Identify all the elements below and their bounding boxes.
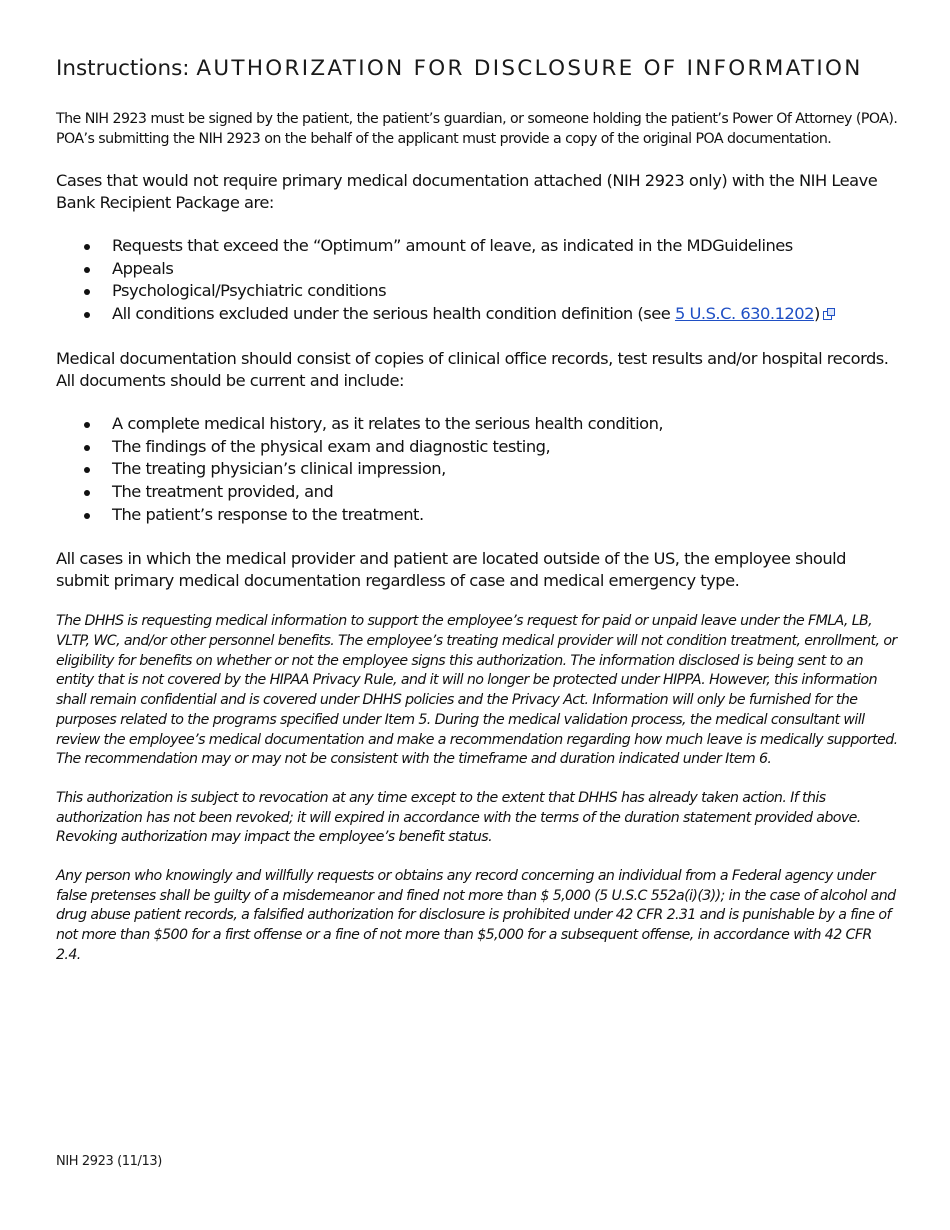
bullet-icon <box>84 289 90 295</box>
list-item <box>56 303 898 326</box>
external-link-icon[interactable] <box>823 308 835 320</box>
docs-list <box>56 413 898 527</box>
list-item <box>56 235 898 258</box>
bullet-icon <box>84 312 90 318</box>
list-item <box>56 258 898 281</box>
document-page <box>56 54 898 966</box>
list-item <box>56 481 898 504</box>
cases-list <box>56 235 898 326</box>
list-item-text-end: ) <box>814 304 820 324</box>
list-item-text: All conditions excluded under the serious health condition definition (see <box>112 304 675 324</box>
outside-us-paragraph: All cases in which the medical provider and patient are located outside of the US, the employee should submit primary medical documentation regardless of case and medical emergency type. <box>56 549 847 591</box>
list-item-text: Psychological/Psychiatric conditions <box>112 281 387 301</box>
cases-heading: Cases that would not require primary medical documentation attached (NIH 2923 only) with the NIH Leave Bank Recipient Package are: <box>56 171 878 212</box>
list-item-text: Requests that exceed the “Optimum” amount of leave, as indicated in the MDGuidelines <box>112 236 793 255</box>
disclaimer-paragraph-3: Any person who knowingly and willfully requests or obtains any record concerning an individual from a Federal agency under false pretenses shall be guilty of a misdemeanor and fined not more than $ 5,000 (5 U.S.C 552a(i)(3)); in the case of alcohol and drug abuse patient records, a falsified authorization for disclosure is prohibited under 42 CFR 2.31 and is punishable by a fine of not more than $500 for a first offense or a fine of not more than $5,000 for a subsequent offense, in accordance with 42 CFR 2.4. <box>56 868 896 963</box>
list-item-text: The treatment provided, and <box>112 481 334 501</box>
bullet-icon <box>84 267 90 273</box>
disclaimer-paragraph-2: This authorization is subject to revocation at any time except to the extent that DHHS has already taken action. If this authorization has not been revoked; it will expired in accordance with the terms of the duration statement provided above. Revoking authorization may impact the employee’s benefit status. <box>56 789 861 846</box>
usc-630-1202-link[interactable]: 5 U.S.C. 630.1202 <box>674 304 815 324</box>
bullet-icon <box>84 244 90 250</box>
list-item <box>56 504 898 527</box>
list-item-text: The patient’s response to the treatment. <box>112 504 424 524</box>
bullet-icon <box>84 467 90 473</box>
list-item-text: The findings of the physical exam and diagnostic testing, <box>112 436 551 456</box>
list-item-text: The treating physician’s clinical impression, <box>112 459 446 479</box>
title-main: AUTHORIZATION FOR DISCLOSURE OF INFORMATION <box>196 56 863 81</box>
bullet-icon <box>84 445 90 451</box>
list-item <box>56 280 898 303</box>
page-title <box>56 54 898 84</box>
list-item-text: A complete medical history, as it relates to the serious health condition, <box>112 413 664 433</box>
list-item <box>56 458 898 481</box>
bullet-icon <box>84 422 90 428</box>
title-prefix: Instructions: <box>56 56 190 81</box>
list-item <box>56 413 898 436</box>
form-number-footer: NIH 2923 (11/13) <box>56 1154 162 1169</box>
list-item <box>56 436 898 459</box>
intro-paragraph: The NIH 2923 must be signed by the patient, the patient’s guardian, or someone holding the patient’s Power Of Attorney (POA). POA’s submitting the NIH 2923 on the behalf of the applicant must provide a copy of the original POA documentation. <box>56 111 898 147</box>
bullet-icon <box>84 490 90 496</box>
bullet-icon <box>84 513 90 519</box>
list-item-text: Appeals <box>112 258 174 278</box>
disclaimer-paragraph-1: The DHHS is requesting medical information to support the employee’s request for paid or unpaid leave under the FMLA, LB, VLTP, WC, and/or other personnel benefits. The employee’s treating medical provider will not condition treatment, enrollment, or eligibility for benefits on whether or not the employee signs this authorization. The information disclosed is being sent to an entity that is not covered by the HIPAA Privacy Rule, and it will no longer be protected under HIPPA. However, this information shall remain confidential and is covered under DHHS policies and the Privacy Act. Information will only be furnished for the purposes related to the programs specified under Item 5. During the medical validation process, the medical consultant will review the employee’s medical documentation and make a recommendation regarding how much leave is medically supported. The recommendation may or may not be consistent with the timeframe and duration indicated under Item 6. <box>56 613 898 768</box>
docs-heading: Medical documentation should consist of copies of clinical office records, test results and/or hospital records. All documents should be current and include: <box>56 348 889 390</box>
